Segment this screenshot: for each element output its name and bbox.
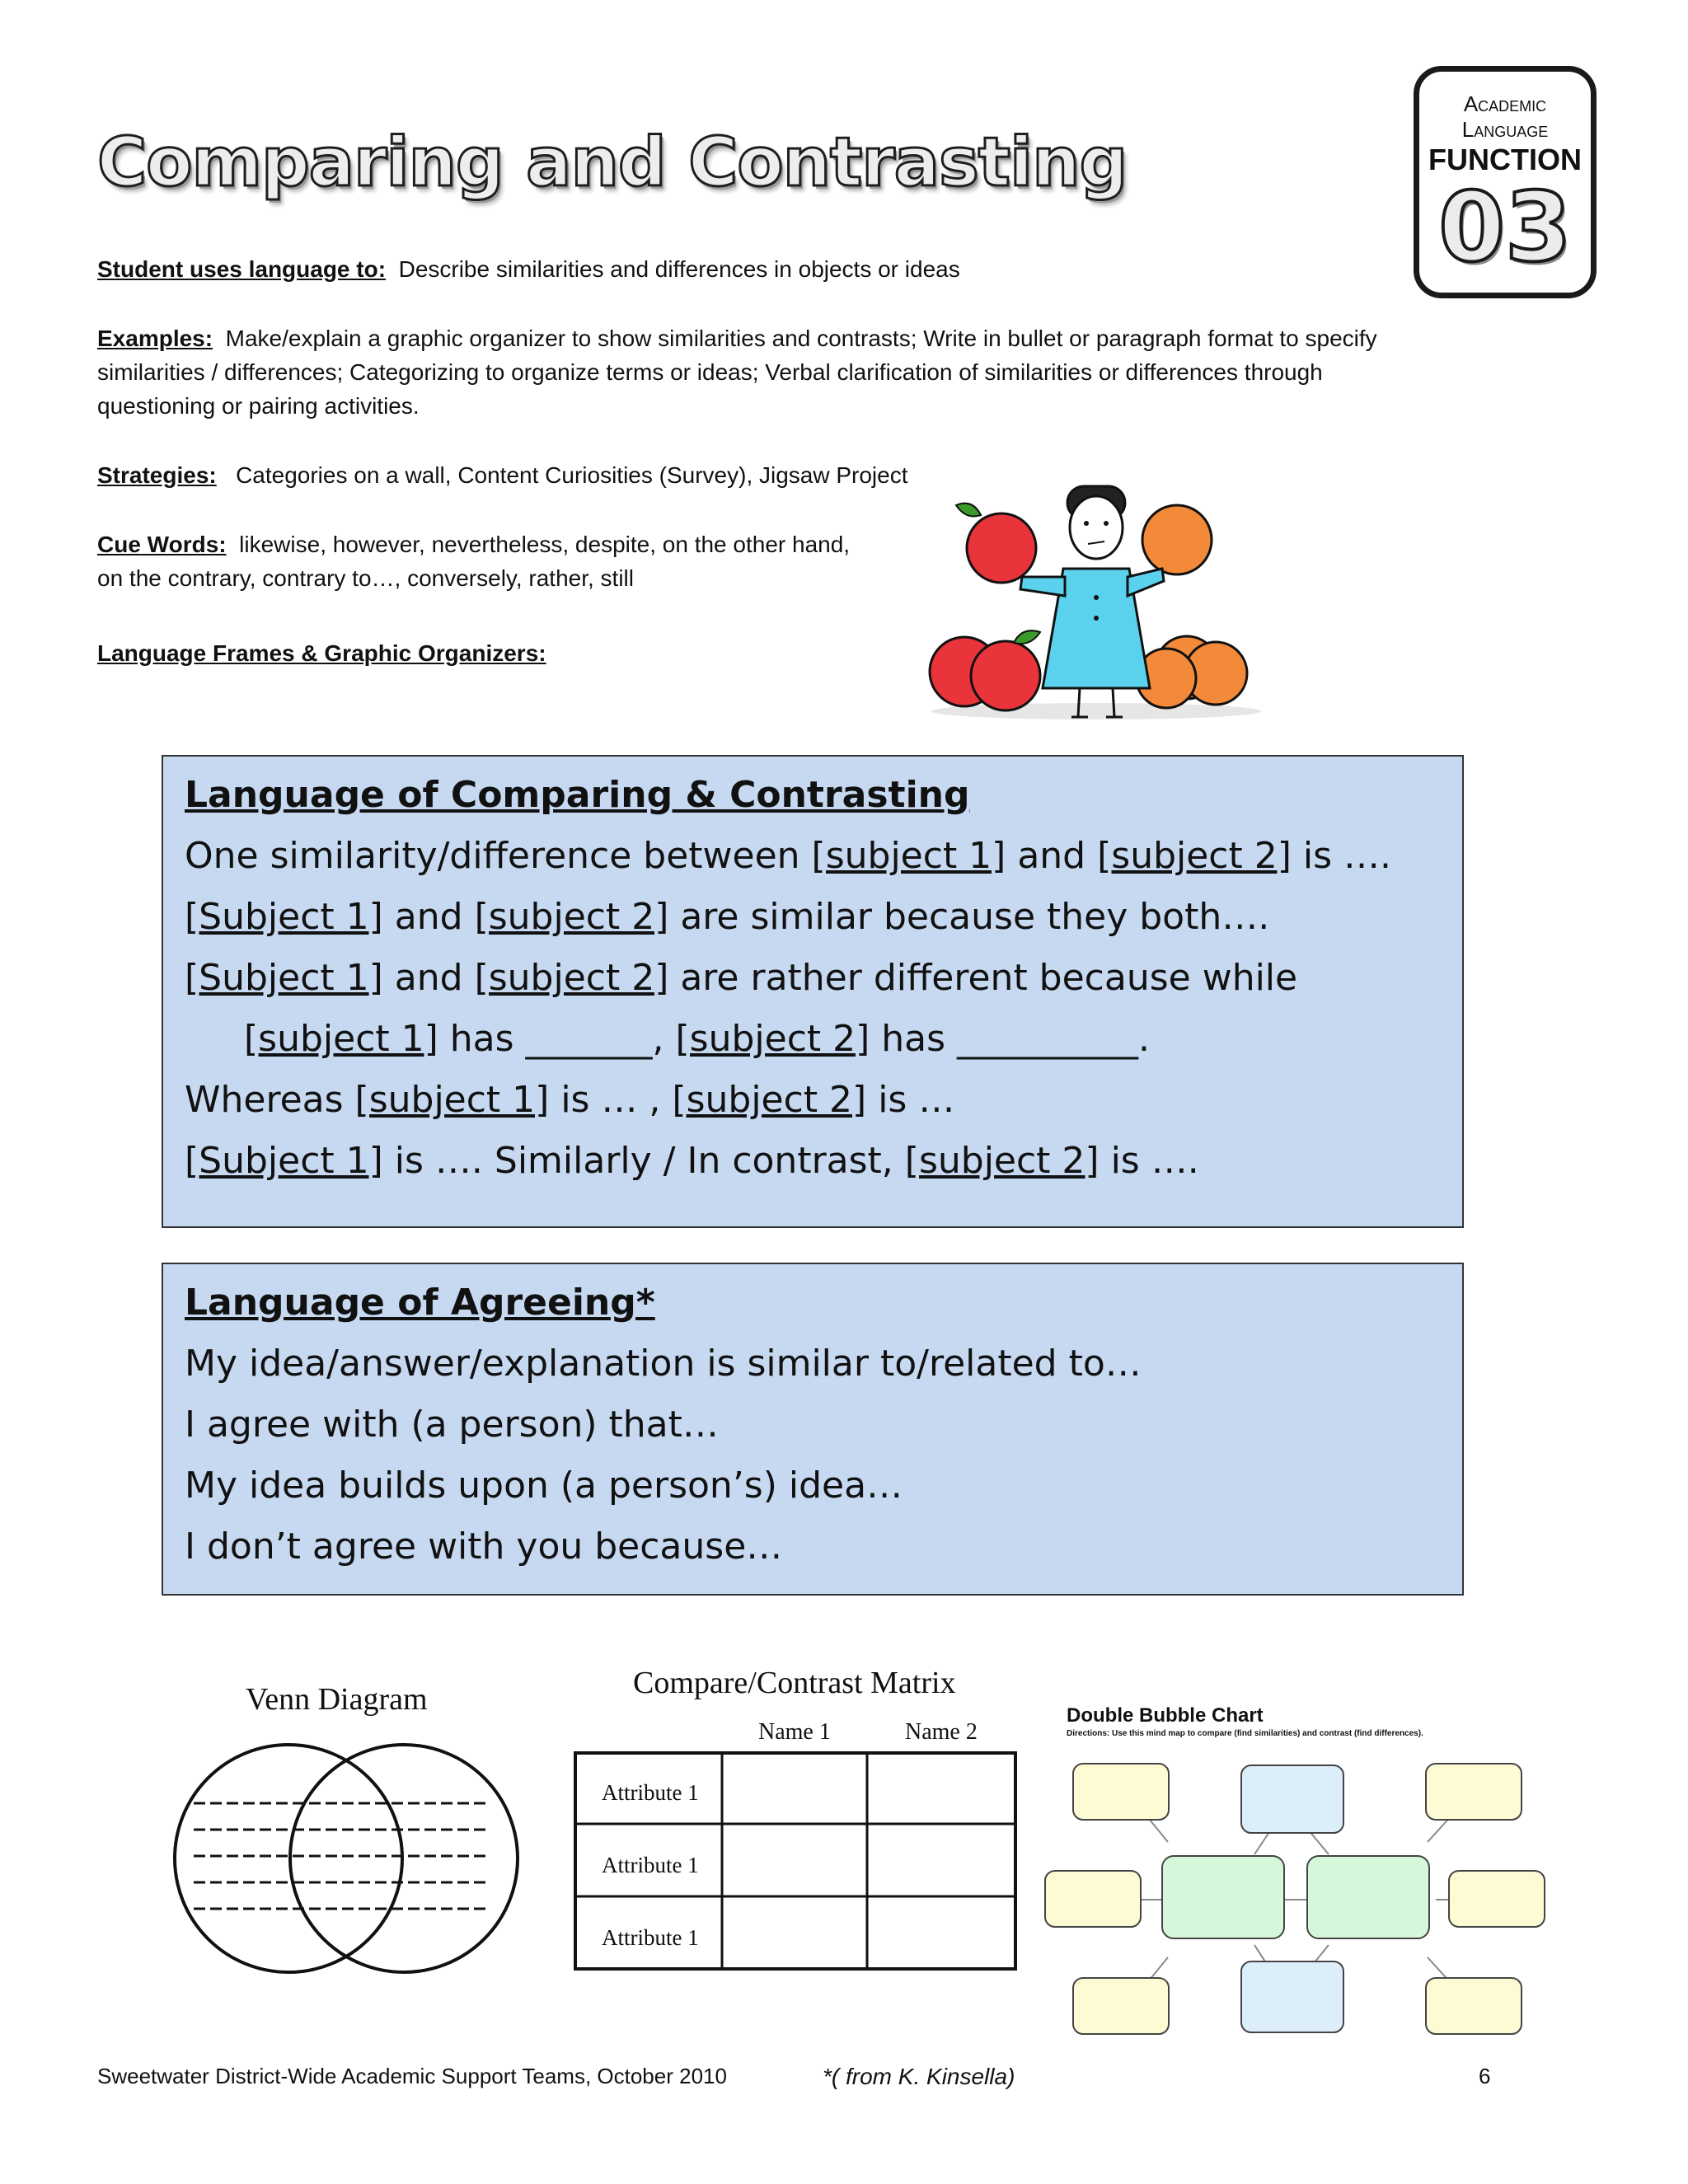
matrix-title: Compare/Contrast Matrix — [633, 1666, 956, 1700]
venn-title: Venn Diagram — [246, 1682, 428, 1717]
strategies-label: Strategies: — [97, 462, 217, 488]
frame-text: are similar because they both…. — [668, 896, 1270, 938]
matrix-row-label: Attribute 1 — [602, 1780, 699, 1805]
strategies-text: Categories on a wall, Content Curiosities (Survey), Jigsaw Project — [236, 462, 908, 488]
frame-line-4 — [185, 1009, 1391, 1070]
cue-words-section — [97, 527, 850, 595]
frame-line-3 — [185, 948, 1391, 1009]
agreeing-line: My idea/answer/explanation is similar to/related to… — [185, 1343, 1142, 1385]
frame-text: is …. — [1099, 1140, 1199, 1182]
frame-text: has __________. — [870, 1018, 1151, 1060]
examples-line-3: questioning or pairing activities. — [97, 393, 420, 419]
comparing-heading: Language of Comparing & Contrasting — [185, 774, 970, 816]
bubble-title: Double Bubble Chart — [1067, 1704, 1264, 1727]
frame-text: is …. — [1291, 835, 1392, 877]
subject-2-placeholder: [subject 2] — [675, 1018, 870, 1060]
frame-text: is … — [866, 1079, 955, 1121]
frame-text: and — [382, 957, 475, 999]
frame-text: is …. Similarly / In contrast, — [382, 1140, 905, 1182]
examples-line-2: similarities / differences; Categorizing to organize terms or ideas; Verbal clarification of similarities or differences through — [97, 359, 1323, 385]
footer-attribution: *( from K. Kinsella) — [823, 2064, 1015, 2089]
subject-1-placeholder: [subject 1] — [354, 1079, 550, 1121]
subject-1-placeholder: [subject 1] — [244, 1018, 438, 1060]
comparing-frames-box — [162, 755, 1464, 1228]
agreeing-line: I don’t agree with you because… — [185, 1526, 783, 1568]
subject-1-placeholder: [Subject 1] — [185, 896, 383, 938]
badge-line-3: FUNCTION — [1428, 143, 1582, 176]
frame-line-6 — [185, 1131, 1391, 1192]
examples-section — [97, 321, 1377, 423]
frames-label-line — [97, 636, 546, 670]
strategies-line — [97, 458, 908, 492]
subject-2-placeholder: [subject 2] — [1097, 835, 1292, 877]
agreeing-heading: Language of Agreeing* — [185, 1282, 655, 1324]
badge-number: 03 — [1438, 172, 1572, 284]
agreeing-frames — [185, 1272, 1142, 1577]
frame-text: and — [1006, 835, 1098, 877]
student-uses-line — [97, 252, 960, 286]
badge-line-1: Academic — [1463, 91, 1547, 116]
comparing-frames — [185, 765, 1391, 1192]
subject-1-placeholder: [Subject 1] — [185, 957, 383, 999]
frame-text: Whereas — [185, 1079, 355, 1121]
cue-words-label: Cue Words: — [97, 532, 227, 557]
frame-line-2 — [185, 887, 1391, 948]
agreeing-frames-box — [162, 1263, 1464, 1596]
frame-line-1 — [185, 826, 1391, 887]
subject-2-placeholder: [subject 2] — [904, 1140, 1100, 1182]
matrix-col-2: Name 2 — [905, 1719, 978, 1745]
function-badge — [1414, 66, 1597, 298]
student-uses-label: Student uses language to: — [97, 256, 387, 282]
frames-label: Language Frames & Graphic Organizers: — [97, 640, 546, 666]
frame-line-5 — [185, 1070, 1391, 1131]
venn-diagram — [157, 1739, 536, 1978]
matrix-col-1: Name 1 — [758, 1719, 831, 1745]
matrix-row-label: Attribute 1 — [602, 1853, 699, 1877]
subject-2-placeholder: [subject 2] — [672, 1079, 867, 1121]
frame-text: is … , — [549, 1079, 673, 1121]
matrix-row-label: Attribute 1 — [602, 1925, 699, 1950]
examples-line-1: Make/explain a graphic organizer to show similarities and contrasts; Write in bullet or paragraph format to specify — [225, 326, 1377, 351]
cue-words-line-2: on the contrary, contrary to…, conversely, rather, still — [97, 565, 634, 591]
double-bubble-chart — [1040, 1755, 1559, 2036]
subject-1-placeholder: [subject 1] — [811, 835, 1006, 877]
cue-words-line-1: likewise, however, nevertheless, despite, on the other hand, — [239, 532, 851, 557]
page-title: Comparing and Contrasting — [97, 124, 1128, 202]
frame-text: One similarity/difference between — [185, 835, 812, 877]
student-uses-text: Describe similarities and differences in objects or ideas — [398, 256, 960, 282]
frame-text: are rather different because while — [668, 957, 1298, 999]
frame-text: has _______, — [438, 1018, 676, 1060]
agreeing-line: I agree with (a person) that… — [185, 1404, 719, 1446]
subject-2-placeholder: [subject 2] — [474, 896, 669, 938]
badge-line-2: Language — [1461, 117, 1549, 142]
subject-2-placeholder: [subject 2] — [474, 957, 669, 999]
footer-left: Sweetwater District-Wide Academic Support Teams, October 2010 — [97, 2064, 727, 2088]
examples-label: Examples: — [97, 326, 213, 351]
frame-text: and — [382, 896, 475, 938]
page-number: 6 — [1479, 2064, 1491, 2088]
agreeing-line: My idea builds upon (a person’s) idea… — [185, 1465, 903, 1507]
bubble-directions: Directions: Use this mind map to compare (find similarities) and contrast (find differences). — [1067, 1729, 1423, 1738]
apples-oranges-illustration — [915, 482, 1278, 729]
subject-1-placeholder: [Subject 1] — [185, 1140, 383, 1182]
